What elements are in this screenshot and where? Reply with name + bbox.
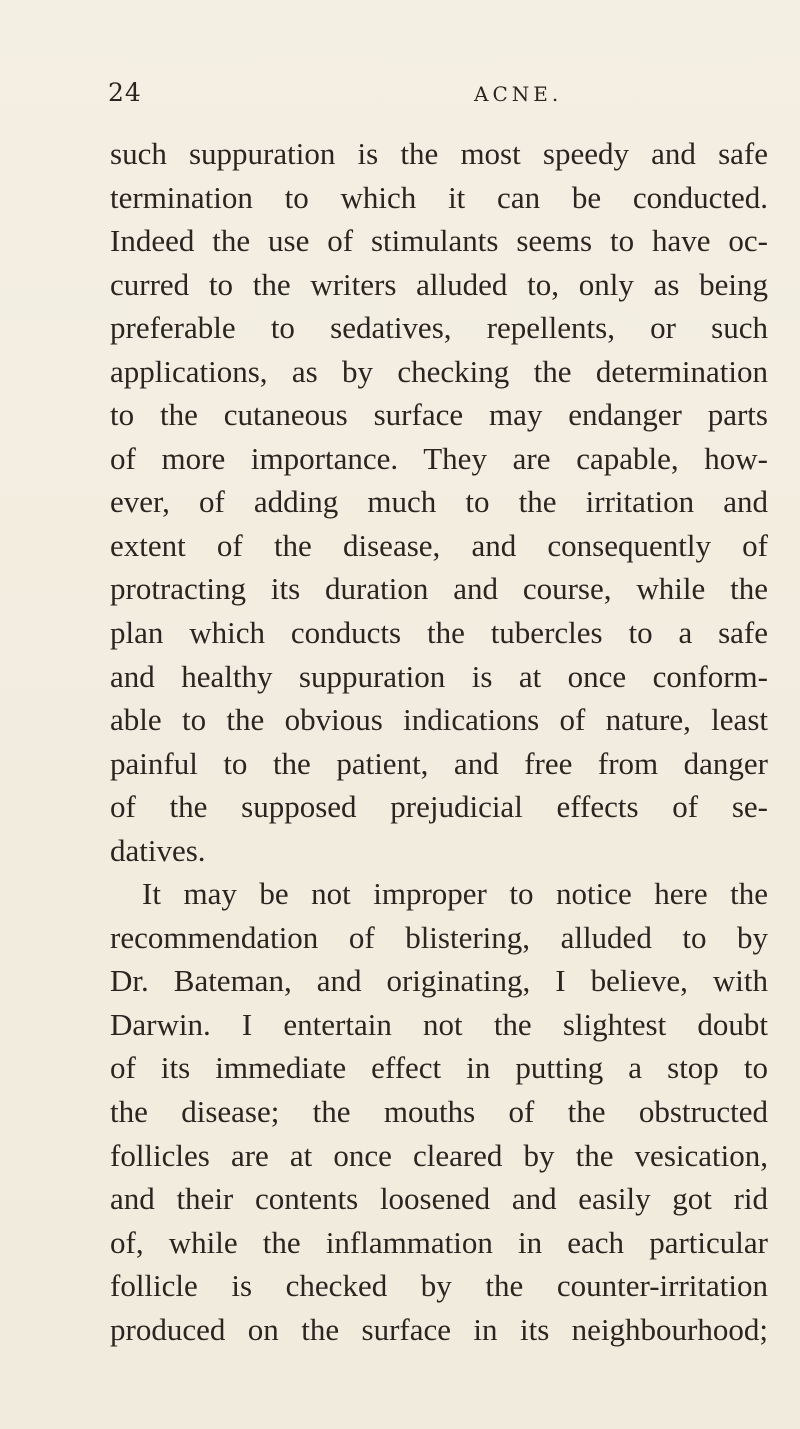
text-line: of the supposed prejudicial effects of se- (110, 789, 768, 825)
text-line: of its immediate effect in putting a stop to (110, 1050, 768, 1086)
text-line: ever, of adding much to the irritation and (110, 484, 768, 520)
page-number: 24 (108, 78, 142, 107)
text-line: preferable to sedatives, repellents, or such (110, 310, 768, 346)
text-line: applications, as by checking the determination (110, 353, 768, 389)
body-text (110, 132, 768, 1351)
text-line: to the cutaneous surface may endanger parts (110, 397, 768, 433)
text-line: termination to which it can be conducted. (110, 179, 768, 215)
text-line: produced on the surface in its neighbourhood; (110, 1311, 768, 1347)
text-line: Dr. Bateman, and originating, I believe, with (110, 963, 768, 999)
text-line: curred to the writers alluded to, only as being (110, 266, 768, 302)
text-line: plan which conducts the tubercles to a safe (110, 615, 768, 651)
text-line: painful to the patient, and free from danger (110, 745, 768, 781)
text-line: extent of the disease, and consequently of (110, 527, 768, 563)
text-line: and their contents loosened and easily got rid (110, 1181, 768, 1217)
paragraph-start-line: It may be not improper to notice here the (142, 876, 768, 912)
text-line: the disease; the mouths of the obstructed (110, 1094, 768, 1130)
text-line: Indeed the use of stimulants seems to have oc- (110, 223, 768, 259)
text-line: and healthy suppuration is at once conform- (110, 658, 768, 694)
paragraph-end-line: datives. (110, 832, 206, 868)
text-line: follicles are at once cleared by the vesication, (110, 1137, 768, 1173)
text-line: follicle is checked by the counter-irritation (110, 1268, 768, 1304)
text-line: able to the obvious indications of nature, least (110, 702, 768, 738)
text-line: protracting its duration and course, while the (110, 571, 768, 607)
text-line: of, while the inflammation in each particular (110, 1224, 768, 1260)
text-line: recommendation of blistering, alluded to by (110, 919, 768, 955)
text-line: of more importance. They are capable, how- (110, 440, 768, 476)
running-title: ACNE. (474, 82, 563, 106)
running-head (108, 70, 768, 110)
text-line: Darwin. I entertain not the slightest doubt (110, 1006, 768, 1042)
text-line: such suppuration is the most speedy and safe (110, 136, 768, 171)
